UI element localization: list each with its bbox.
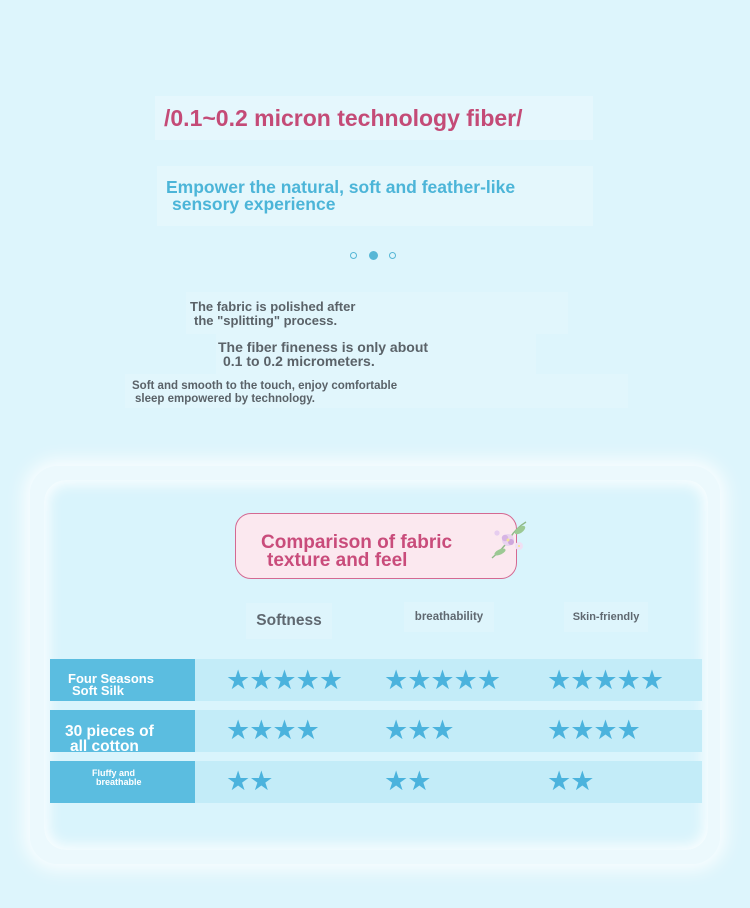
headline-text: /0.1~0.2 micron technology fiber/ [164,104,523,131]
carousel-dot-3[interactable] [389,252,396,259]
description-line: the "splitting" process. [194,313,338,328]
star-rating-breathability: ★★★★★ [384,665,501,695]
row-label-fluffy-breathable [50,761,195,803]
headline [155,96,593,140]
row-label-four-seasons-soft-silk [50,659,195,701]
flower-icon [486,518,532,564]
comparison-title-line-2: texture and feel [267,550,408,571]
row-label-line: Soft Silk [72,683,125,698]
description-fineness [216,334,536,374]
star-rating-softness: ★★★★★ [226,665,343,695]
star-rating-softness: ★★ [226,766,273,796]
row-label-line: 30 pieces of [65,723,154,740]
row-label-line: all cotton [70,738,139,755]
star-rating-skin-friendly: ★★ [547,766,594,796]
row-label-line: Four Seasons [68,671,154,686]
description-line: 0.1 to 0.2 micrometers. [223,353,375,369]
comparison-title-line-1: Comparison of fabric [261,532,453,553]
carousel-dot-2-active[interactable] [369,251,378,260]
description-line: The fabric is polished after [190,299,356,314]
subheadline [157,166,593,226]
carousel-dot-1[interactable] [350,252,357,259]
star-rating-skin-friendly: ★★★★★ [547,665,664,695]
column-header-softness: Softness [246,603,332,639]
description-line: The fiber fineness is only about [218,339,429,355]
star-rating-softness: ★★★★ [226,715,319,745]
row-label-all-cotton [50,710,195,755]
row-label-line: breathable [96,777,142,787]
description-line: Soft and smooth to the touch, enjoy comfortable [132,380,398,392]
subheadline-line-2: sensory experience [172,194,336,214]
row-label-line: Fluffy and [92,768,135,778]
column-header-breathability: breathability [404,602,494,632]
subheadline-line-1: Empower the natural, soft and feather-like [166,177,516,197]
star-rating-breathability: ★★★ [384,715,454,745]
description-polished [186,292,568,334]
carousel-dots [350,252,400,264]
star-rating-breathability: ★★ [384,766,431,796]
column-header-skin-friendly: Skin-friendly [564,602,648,632]
description-smooth [125,374,628,408]
description-line: sleep empowered by technology. [135,392,315,405]
comparison-title-badge [235,513,517,579]
star-rating-skin-friendly: ★★★★ [547,715,640,745]
